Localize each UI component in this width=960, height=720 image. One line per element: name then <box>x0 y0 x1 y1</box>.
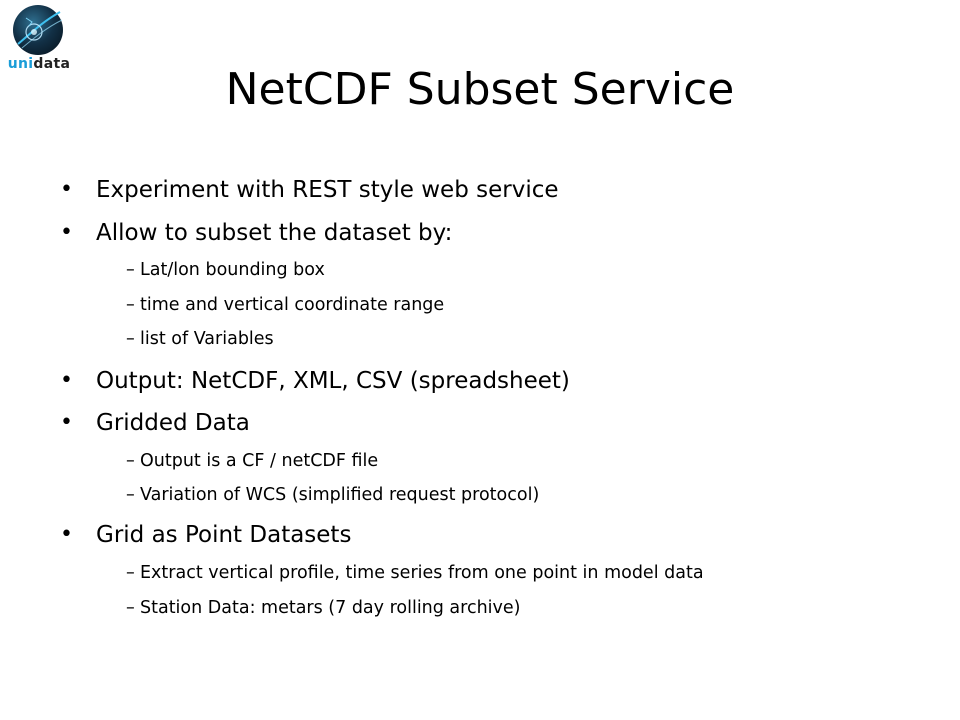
bullet-marker: • <box>60 410 73 435</box>
bullet-marker: • <box>60 368 73 393</box>
sub-bullet-marker: – <box>126 485 135 505</box>
sub-bullet-text: list of Variables <box>140 329 274 349</box>
bullet-text: Grid as Point Datasets <box>96 522 352 548</box>
sub-bullet-text: Output is a CF / netCDF file <box>140 451 379 471</box>
sub-bullet-text: Lat/lon bounding box <box>140 260 325 280</box>
sub-bullet-marker: – <box>126 451 135 471</box>
bullet-marker: • <box>60 177 73 202</box>
slide-title: NetCDF Subset Service <box>225 64 735 115</box>
sub-bullet-marker: – <box>126 329 135 349</box>
sub-bullet-marker: – <box>126 260 135 280</box>
bullet-text: Experiment with REST style web service <box>96 177 559 203</box>
bullet-text: Output: NetCDF, XML, CSV (spreadsheet) <box>96 368 570 394</box>
bullet-text: Gridded Data <box>96 410 250 436</box>
logo-wordmark: unidata <box>7 56 71 72</box>
sub-bullet-marker: – <box>126 598 135 618</box>
bullet-marker: • <box>60 220 73 245</box>
sub-bullet-text: Extract vertical profile, time series from one point in model data <box>140 563 704 583</box>
sub-bullet-marker: – <box>126 563 135 583</box>
sub-bullet-marker: – <box>126 295 135 315</box>
sub-bullet-text: Station Data: metars (7 day rolling archive) <box>140 598 521 618</box>
sub-bullet-text: Variation of WCS (simplified request protocol) <box>140 485 540 505</box>
bullet-marker: • <box>60 522 73 547</box>
bullet-text: Allow to subset the dataset by: <box>96 220 453 246</box>
sub-bullet-text: time and vertical coordinate range <box>140 295 445 315</box>
